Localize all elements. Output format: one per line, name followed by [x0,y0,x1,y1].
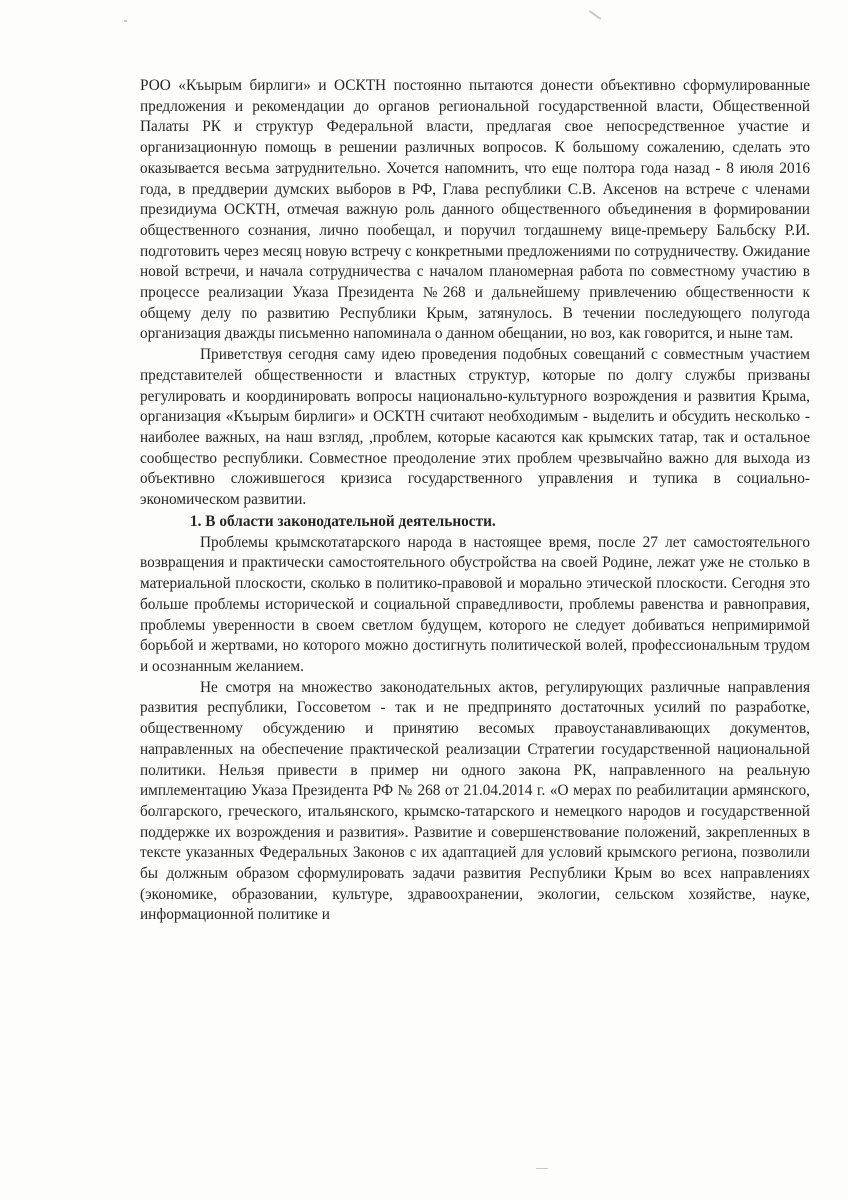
paragraph: Не смотря на множество законодательных актов, регулирующих различные направления развития республики, Госсоветом - так и не предпринято достаточных усилий по разработке, общественному обсуждению и принятию весомых правоустанавливающих документов, направленных на обеспечение практической реализации Стратегии государственной национальной политики. Нельзя привести в пример ни одного закона РК, направленного на реальную имплементацию Указа Президента РФ № 268 от 21.04.2014 г. «О мерах по реабилитации армянского, болгарского, греческого, итальянского, крымско-татарского и немецкого народов и государственной поддержке их возрождения и развития». Развитие и совершенствование положений, закрепленных в тексте указанных Федеральных Законов с их адаптацией для условий крымского региона, позволили бы должным образом сформулировать задачи развития Республики Крым во всех направлениях (экономике, образовании, культуре, здравоохранении, экологии, сельском хозяйстве, науке, информационной политике и [140,678,810,924]
scan-artifact [589,10,602,20]
scan-artifact [124,20,127,22]
paragraph: Приветствуя сегодня саму идею проведения подобных совещаний с совместным участием представителей общественности и властных структур, которые по долгу службы призваны регулировать и координировать вопросы национально-культурного возрождения и развития Крыма, организация «Къырым бирлиги» и ОСКТН считают необходимым - выделить и обсудить несколько - наиболее важных, на наш взгляд, ,проблем, которые касаются как крымских татар, так и остальное сообщество республики. Совместное преодоление этих проблем чрезвычайно важно для выхода из объективно сложившегося кризиса государственного управления и тупика в социально-экономическом развитии. [140,346,810,509]
paragraph: РОО «Къырым бирлиги» и ОСКТН постоянно пытаются донести объективно сформулированные предложения и рекомендации до органов региональной государственной власти, Общественной Палаты РК и структур Федеральной власти, предлагая свое непосредственное участие и организационную помощь в решении различных вопросов. К большому сожалению, сделать это оказывается весьма затруднительно. Хочется напомнить, что еще полтора года назад - 8 июля 2016 года, в преддверии думских выборов в РФ, Глава республики С.В. Аксенов на встрече с членами президиума ОСКТН, отмечая важную роль данного общественного объединения в формировании общественного сознания, лично пообещал, и поручил тогдашнему вице-премьеру Бальбску Р.И. подготовить через месяц новую встречу с конкретными предложениями по сотрудничеству. Ожидание новой встречи, и начала сотрудничества с началом планомерная работа по совместному участию в процессе реализации Указа Президента №268 и дальнейшему привлечению общественности к общему делу по развитию Республики Крым, затянулось. В течении последующего полугода организация дважды письменно напоминала о данном обещании, но воз, как говорится, и ныне там. [140,77,810,343]
document-body [140,76,810,926]
section-heading: 1. В области законодательной деятельности. [190,512,496,530]
scan-artifact [536,1168,548,1169]
paragraph: Проблемы крымскотатарского народа в настоящее время, после 27 лет самостоятельного возвращения и практически самостоятельного обустройства на своей Родине, лежат уже не столько в материальной плоскости, сколько в политико-правовой и морально этической плоскости. Сегодня это больше проблемы исторической и социальной справедливости, проблемы равенства и равноправия, проблемы уверенности в своем светлом будущем, которого не следует добиваться непримиримой борьбой и жертвами, но которого можно достигнуть политической волей, профессиональным трудом и осознанным желанием. [140,533,810,675]
